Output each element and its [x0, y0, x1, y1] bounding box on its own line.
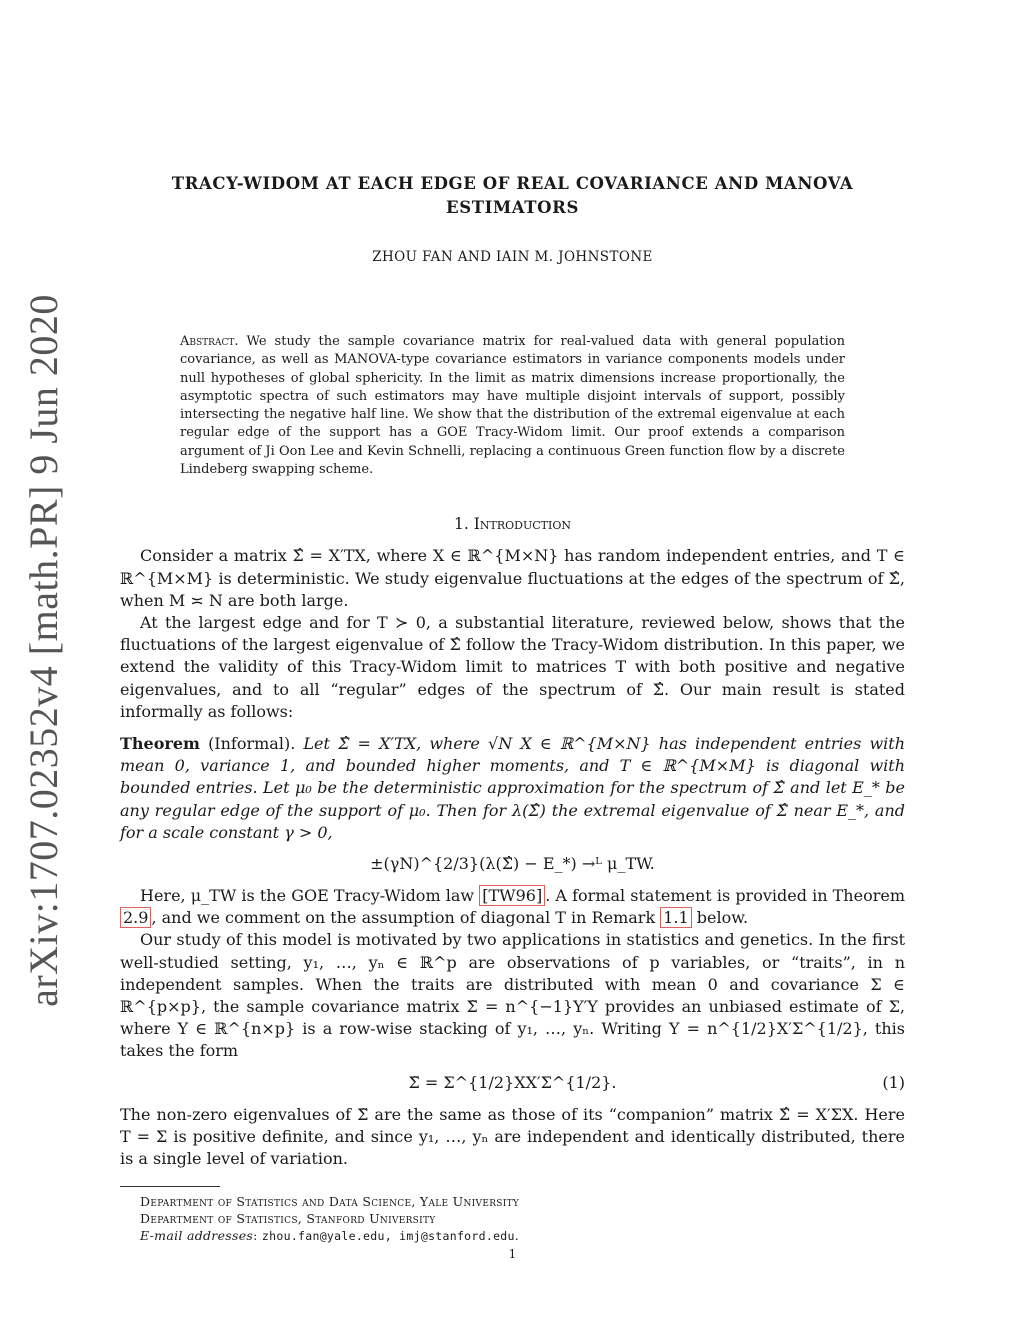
theorem-link-2-9[interactable]: 2.9	[120, 907, 151, 928]
paper-page	[120, 172, 905, 1261]
arxiv-sidebar	[18, 293, 68, 1007]
theorem-display-equation: ±(γN)^{2/3}(λ(Σ̂) − E_*) →ᴸ μ_TW.	[370, 854, 655, 874]
email-line: E-mail addresses: zhou.fan@yale.edu, imj@stanford.edu.	[140, 1228, 520, 1244]
abstract	[180, 333, 845, 479]
footnote-rule	[120, 1186, 220, 1187]
section-title: Introduction	[473, 515, 571, 534]
p3-text-c: , and we comment on the assumption of diagonal T in Remark	[151, 908, 656, 928]
section-number: 1.	[454, 515, 469, 534]
abstract-text: We study the sample covariance matrix for real-valued data with general population covariance, as well as MANOVA-type covariance estimators in variance components models under null hypotheses of global sphericity. In the limit as matrix dimensions increase proportionally, the asymptotic spectra of such estimators may have multiple disjoint intervals of support, possibly intersecting the negative half line. We show that the distribution of the extremal eigenvalue at each regular edge of the support has a GOE Tracy-Widom limit. Our proof extends a comparison argument of Ji Oon Lee and Kevin Schnelli, replacing a continuous Green function flow by a discrete Lindeberg swapping scheme.	[180, 334, 845, 478]
citation-link-tw96[interactable]: [TW96]	[479, 885, 545, 906]
equation-1	[120, 1073, 905, 1092]
p3-text-a: Here, μ_TW is the GOE Tracy-Widom law	[140, 886, 475, 906]
p3-text-d: below.	[696, 908, 749, 928]
email-addresses[interactable]: zhou.fan@yale.edu, imj@stanford.edu	[261, 1229, 515, 1244]
p3-text-b: . A formal statement is provided in Theorem	[545, 886, 906, 906]
arxiv-identifier: arXiv:1707.02352v4 [math.PR] 9 Jun 2020	[20, 293, 66, 1007]
affiliation-1: Department of Statistics and Data Science, Yale University	[140, 1194, 520, 1210]
theorem-tag: (Informal).	[208, 734, 296, 753]
equation-1-number: (1)	[882, 1072, 905, 1092]
email-label: E-mail addresses	[140, 1228, 254, 1244]
intro-paragraph-5: The non-zero eigenvalues of Σ̃ are the same as those of its “companion” matrix Σ̂ = X′ΣX. Here T = Σ is positive definite, and since y₁, …, yₙ are independent and identically distributed, there is a single level of variation.	[120, 1104, 905, 1169]
theorem-body: Let Σ̂ = X′TX, where √N X ∈ ℝ^{M×N} has independent entries with mean 0, variance 1, and bounded higher moments, and T ∈ ℝ^{M×M} is diagonal with bounded entries. Let μ₀ be the deterministic approximation for the spectrum of Σ̂ and let E_* be any regular edge of the support of μ₀. Then for λ(Σ̂) the extremal eigenvalue of Σ̂ near E_*, and for a scale constant γ > 0,	[120, 734, 905, 842]
page-number: 1	[508, 1247, 517, 1262]
remark-link-1-1[interactable]: 1.1	[660, 907, 691, 928]
intro-paragraph-3	[120, 885, 905, 929]
theorem-label: Theorem	[120, 734, 200, 753]
section-heading	[120, 515, 905, 533]
affiliation-2: Department of Statistics, Stanford University	[140, 1211, 436, 1227]
paper-authors: ZHOU FAN AND IAIN M. JOHNSTONE	[372, 249, 653, 265]
intro-paragraph-1: Consider a matrix Σ̂ = X′TX, where X ∈ ℝ^{M×N} has random independent entries, and T ∈ ℝ^{M×M} is deterministic. We study eigenvalue fluctuations at the edges of the spectrum of Σ̂, when M ≍ N are both large.	[120, 546, 905, 610]
theorem-informal	[120, 733, 905, 844]
intro-paragraph-2: At the largest edge and for T ≻ 0, a substantial literature, reviewed below, shows that the fluctuations of the largest eigenvalue of Σ̂ follow the Tracy-Widom distribution. In this paper, we extend the validity of this Tracy-Widom limit to matrices T with both positive and negative eigenvalues, and to all “regular” edges of the spectrum of Σ̂. Our main result is stated informally as follows:	[120, 612, 906, 721]
equation-1-body: Σ̃ = Σ^{1/2}XX′Σ^{1/2}.	[408, 1072, 617, 1092]
abstract-label: Abstract.	[180, 334, 239, 349]
intro-paragraph-4: Our study of this model is motivated by two applications in statistics and genetics. In the first well-studied setting, y₁, …, yₙ ∈ ℝ^p are observations of p variables, or “traits”, in n independent samples. When the traits are distributed with mean 0 and covariance Σ ∈ ℝ^{p×p}, the sample covariance matrix Σ̃ = n^{−1}Y′Y provides an unbiased estimate of Σ, where Y ∈ ℝ^{n×p} is a row-wise stacking of y₁, …, yₙ. Writing Y = n^{1/2}X′Σ^{1/2}, this takes the form	[120, 930, 905, 1061]
paper-title: TRACY-WIDOM AT EACH EDGE OF REAL COVARIANCE AND MANOVA ESTIMATORS	[171, 174, 854, 217]
